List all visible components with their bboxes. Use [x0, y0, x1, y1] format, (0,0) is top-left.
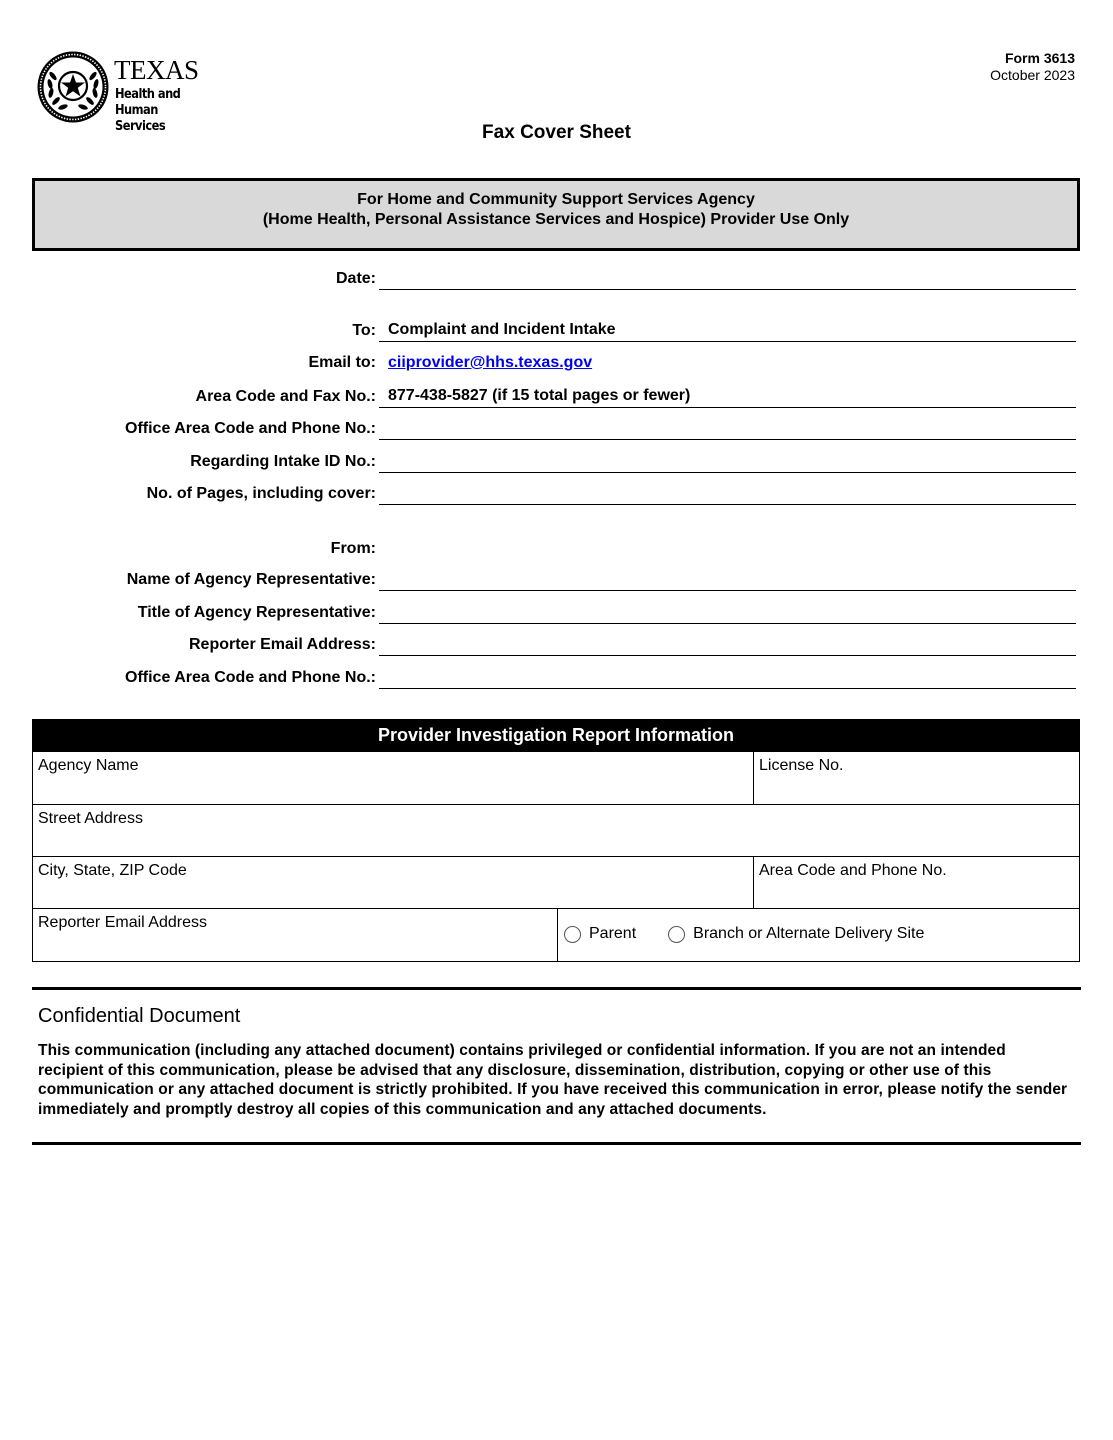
radio-parent[interactable]	[564, 925, 636, 943]
radio-circle-icon[interactable]	[564, 926, 581, 943]
to-value: Complaint and Incident Intake	[388, 321, 616, 338]
from-label: From:	[330, 540, 376, 557]
form-date: October 2023	[990, 67, 1075, 83]
to-row	[0, 318, 1113, 342]
divider-bottom	[32, 1142, 1081, 1145]
form-identifier	[990, 50, 1075, 84]
logo-texas-text: TEXAS	[114, 55, 199, 85]
office-phone-to-field[interactable]	[379, 419, 1076, 440]
street-address-label: Street Address	[38, 810, 143, 827]
site-type-radio-group	[564, 925, 956, 943]
radio-branch[interactable]	[668, 925, 924, 943]
logo-line3: Services	[115, 119, 166, 134]
rep-title-field[interactable]	[379, 603, 1076, 624]
logo-line2: Health and Human	[115, 87, 181, 118]
table-row	[32, 752, 1080, 805]
table-row	[32, 805, 1080, 857]
reporter-email-cell-label: Reporter Email Address	[38, 914, 207, 931]
page-title: Fax Cover Sheet	[482, 122, 631, 143]
date-label: Date:	[335, 270, 376, 287]
provider-investigation-table	[32, 719, 1080, 962]
reporter-email-field[interactable]	[379, 635, 1076, 656]
email-link[interactable]: ciiprovider@hhs.texas.gov	[388, 354, 593, 371]
license-no-cell[interactable]	[753, 752, 1079, 804]
radio-branch-label: Branch or Alternate Delivery Site	[693, 925, 925, 942]
from-row	[0, 536, 1113, 560]
pages-row	[0, 481, 1113, 505]
hhs-logo	[36, 50, 236, 134]
fax-label: Area Code and Fax No.:	[195, 388, 376, 405]
to-label: To:	[352, 322, 376, 339]
pages-label: No. of Pages, including cover:	[146, 485, 376, 502]
area-code-phone-cell[interactable]	[753, 857, 1079, 908]
office-phone-to-row	[0, 416, 1113, 440]
intake-id-label: Regarding Intake ID No.:	[190, 453, 376, 470]
confidential-title: Confidential Document	[38, 1005, 241, 1027]
email-to-label: Email to:	[308, 354, 376, 371]
intake-id-row	[0, 449, 1113, 473]
fax-row	[0, 384, 1113, 408]
date-field[interactable]	[379, 269, 1076, 290]
radio-parent-label: Parent	[589, 925, 637, 942]
fax-value: 877-438-5827 (if 15 total pages or fewer)	[388, 387, 691, 404]
reporter-email-cell[interactable]	[33, 909, 557, 961]
email-to-field	[379, 354, 1076, 374]
rep-name-row	[0, 567, 1113, 591]
area-code-phone-label: Area Code and Phone No.	[759, 862, 947, 879]
rep-name-label: Name of Agency Representative:	[126, 571, 376, 588]
rep-name-field[interactable]	[379, 570, 1076, 591]
office-phone-from-row	[0, 665, 1113, 689]
provider-use-banner	[32, 178, 1080, 251]
office-phone-from-field[interactable]	[379, 668, 1076, 689]
office-phone-to-label: Office Area Code and Phone No.:	[125, 420, 376, 437]
agency-name-cell[interactable]	[33, 752, 753, 804]
radio-circle-icon[interactable]	[668, 926, 685, 943]
reporter-email-row	[0, 632, 1113, 656]
city-state-zip-cell[interactable]	[33, 857, 753, 908]
table-title: Provider Investigation Report Information	[32, 719, 1080, 752]
divider-top	[32, 987, 1081, 990]
table-row	[32, 857, 1080, 909]
fax-field[interactable]	[379, 387, 1076, 408]
email-to-row	[0, 350, 1113, 374]
street-address-cell[interactable]	[33, 805, 1079, 856]
pages-field[interactable]	[379, 484, 1076, 505]
reporter-email-label: Reporter Email Address:	[188, 636, 376, 653]
table-row	[32, 909, 1080, 962]
texas-seal-icon	[36, 50, 110, 124]
site-type-cell	[557, 909, 1079, 961]
banner-line-1: For Home and Community Support Services Agency	[357, 191, 755, 208]
city-state-zip-label: City, State, ZIP Code	[38, 862, 187, 879]
confidential-body: This communication (including any attached document) contains privileged or confidential information. If you are not an intended recipient of this communication, please be advised that any disclosure, dissemination, distribution, copying or other use of this communication or any attached document is strictly prohibited. If you have received this communication in error, please notify the sender immediately and promptly destroy all copies of this communication and any attached documents.	[38, 1042, 1068, 1119]
office-phone-from-label: Office Area Code and Phone No.:	[125, 669, 376, 686]
agency-name-label: Agency Name	[38, 757, 139, 774]
banner-line-2: (Home Health, Personal Assistance Services and Hospice) Provider Use Only	[262, 211, 850, 228]
to-field[interactable]	[379, 321, 1076, 342]
rep-title-label: Title of Agency Representative:	[137, 604, 376, 621]
date-row	[0, 266, 1113, 290]
form-number: Form 3613	[1004, 50, 1075, 66]
license-no-label: License No.	[759, 757, 844, 774]
intake-id-field[interactable]	[379, 452, 1076, 473]
rep-title-row	[0, 600, 1113, 624]
